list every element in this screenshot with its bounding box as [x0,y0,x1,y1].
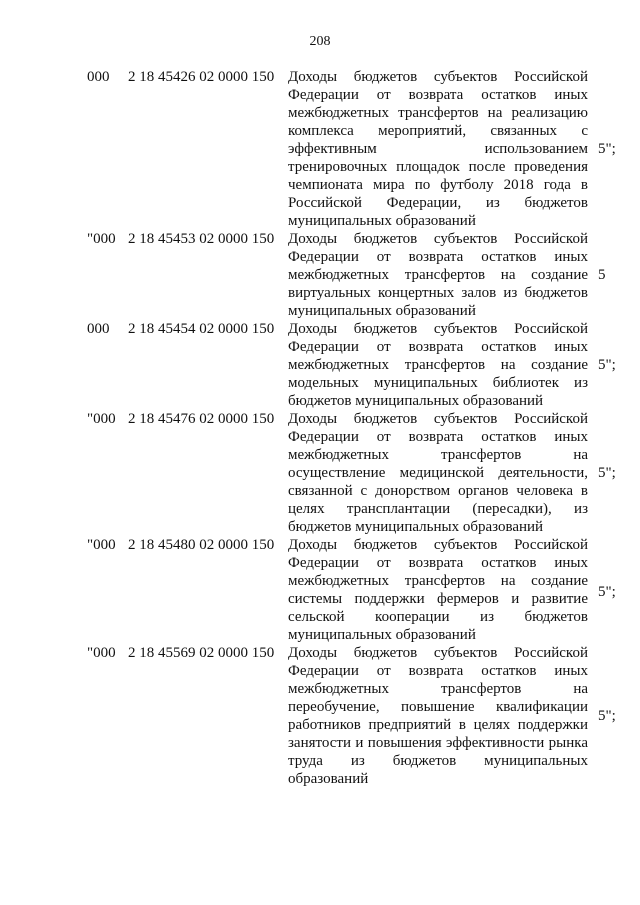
income-description [288,644,588,788]
description-line: муниципальных образований [288,303,476,319]
income-description [288,230,588,320]
description-line: межбюджетных трансфертов на создание [288,267,588,283]
description-line: Федерации от возврата остатков иных [288,663,588,679]
admin-code: "000 [87,537,116,553]
description-line: Федерации от возврата остатков иных [288,555,588,571]
budget-code-table [0,68,640,788]
budget-classification-code: 2 18 45569 02 0000 150 [128,645,275,661]
budget-classification-code: 2 18 45480 02 0000 150 [128,537,275,553]
description-line: комплекса мероприятий, связанных с [288,123,588,139]
description-line: системы поддержки фермеров и развитие [288,591,588,607]
description-line: Федерации от возврата остатков иных [288,87,588,103]
description-line: Российской Федерации, из бюджетов [288,195,588,211]
description-line: Федерации от возврата остатков иных [288,249,588,265]
budget-classification-code: 2 18 45453 02 0000 150 [128,231,275,247]
description-line: тренировочных площадок после проведения [288,159,588,175]
admin-code: "000 [87,231,116,247]
amount-value: 5"; [598,141,616,157]
table-row [0,320,640,410]
description-line: Доходы бюджетов субъектов Российской [288,69,588,85]
income-description [288,68,588,230]
description-line: межбюджетных трансфертов на [288,681,588,697]
description-line: межбюджетных трансфертов на [288,447,588,463]
description-line: межбюджетных трансфертов на реализацию [288,105,588,121]
budget-classification-code: 2 18 45426 02 0000 150 [128,69,275,85]
description-line: межбюджетных трансфертов на создание [288,357,588,373]
description-line: бюджетов муниципальных образований [288,519,544,535]
description-line: Доходы бюджетов субъектов Российской [288,411,588,427]
admin-code: "000 [87,411,116,427]
amount-value: 5"; [598,708,616,724]
amount-value: 5 [598,267,606,283]
table-row [0,536,640,644]
description-line: эффективным использованием [288,141,588,157]
table-row [0,644,640,788]
description-line: связанной с донорством органов человека в [288,483,588,499]
amount-value: 5"; [598,465,616,481]
description-line: Доходы бюджетов субъектов Российской [288,645,588,661]
description-line: Федерации от возврата остатков иных [288,429,588,445]
budget-classification-code: 2 18 45454 02 0000 150 [128,321,275,337]
description-line: целях трансплантации (пересадки), из [288,501,588,517]
income-description [288,410,588,536]
description-line: модельных муниципальных библиотек из [288,375,588,391]
table-row [0,410,640,536]
description-line: работников предприятий в целях поддержки [288,717,588,733]
income-description [288,536,588,644]
description-line: осуществление медицинской деятельности, [288,465,588,481]
admin-code: "000 [87,645,116,661]
description-line: образований [288,771,369,787]
description-line: труда из бюджетов муниципальных [288,753,588,769]
description-line: Федерации от возврата остатков иных [288,339,588,355]
amount-value: 5"; [598,583,616,600]
description-line: чемпионата мира по футболу 2018 года в [288,177,588,193]
description-line: Доходы бюджетов субъектов Российской [288,321,588,337]
description-line: виртуальных концертных залов из бюджетов [288,285,588,301]
description-line: Доходы бюджетов субъектов Российской [288,231,588,247]
description-line: муниципальных образований [288,213,476,229]
description-line: бюджетов муниципальных образований [288,393,544,409]
description-line: переобучение, повышение квалификации [288,699,588,715]
table-row [0,230,640,320]
amount-value: 5"; [598,357,616,373]
description-line: занятости и повышения эффективности рынка [288,735,588,751]
page-number: 208 [309,34,331,49]
description-line: межбюджетных трансфертов на создание [288,573,588,589]
description-line: сельской кооперации из бюджетов [288,609,588,625]
admin-code: 000 [87,69,110,85]
description-line: Доходы бюджетов субъектов Российской [288,537,588,553]
admin-code: 000 [87,321,110,337]
table-row [0,68,640,230]
budget-classification-code: 2 18 45476 02 0000 150 [128,411,275,427]
description-line: муниципальных образований [288,627,476,643]
income-description [288,320,588,410]
